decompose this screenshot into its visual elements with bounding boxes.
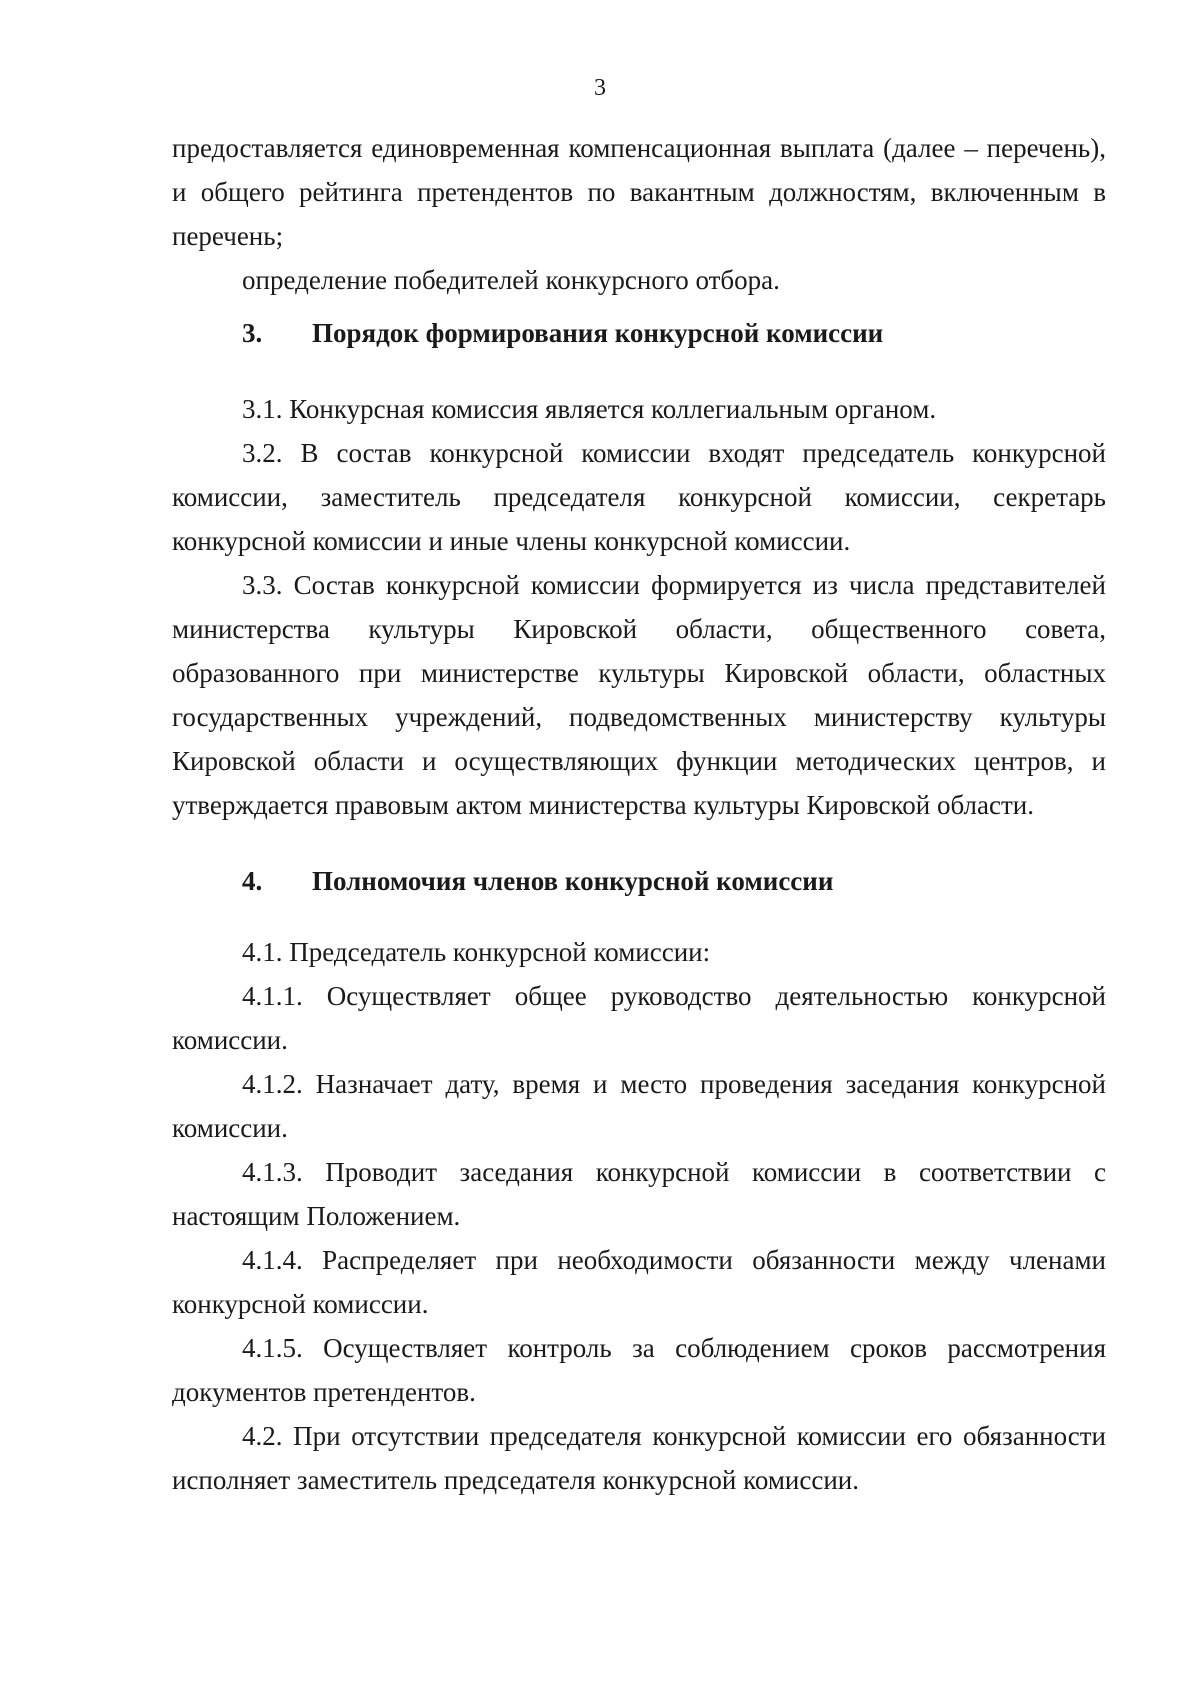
section-4-heading [172, 861, 1106, 901]
paragraph-3-3: 3.3. Состав конкурсной комиссии формируется из числа представителей министерства культуры Кировской области, общественного совета, образованного при министерстве культуры Кировской области, областных государственных учреждений, подведомственных министерству культуры Кировской области и осуществляющих функции методических центров, и утверждается правовым актом министерства культуры Кировской области. [172, 570, 1106, 820]
paragraph-4-1-2: 4.1.2. Назначает дату, время и место проведения заседания конкурсной комиссии. [172, 1069, 1106, 1143]
section-3-title: Порядок формирования конкурсной комиссии [312, 318, 884, 348]
section-3-heading [172, 313, 1106, 353]
paragraph-4-1-3: 4.1.3. Проводит заседания конкурсной комиссии в соответствии с настоящим Положением. [172, 1157, 1106, 1231]
section-4-body [172, 930, 1106, 1502]
section-3-body [172, 387, 1106, 827]
intro-paragraph-2: определение победителей конкурсного отбора. [242, 265, 780, 295]
page-number: 3 [594, 75, 606, 101]
paragraph-4-1-4: 4.1.4. Распределяет при необходимости обязанности между членами конкурсной комиссии. [172, 1245, 1106, 1319]
section-4-number: 4. [242, 866, 263, 896]
intro-block [172, 126, 1106, 302]
section-3-number: 3. [242, 318, 263, 348]
paragraph-3-2: 3.2. В состав конкурсной комиссии входят председатель конкурсной комиссии, заместитель председателя конкурсной комиссии, секретарь конкурсной комиссии и иные члены конкурсной комиссии. [172, 438, 1106, 556]
paragraph-4-1-1: 4.1.1. Осуществляет общее руководство деятельностью конкурсной комиссии. [172, 981, 1106, 1055]
paragraph-4-1: 4.1. Председатель конкурсной комиссии: [242, 937, 711, 967]
intro-paragraph-1: предоставляется единовременная компенсационная выплата (далее – перечень), и общего рейтинга претендентов по вакантным должностям, включенным в перечень; [172, 133, 1106, 251]
paragraph-4-1-5: 4.1.5. Осуществляет контроль за соблюдением сроков рассмотрения документов претендентов. [172, 1333, 1106, 1407]
section-4-title: Полномочия членов конкурсной комиссии [312, 866, 834, 896]
paragraph-3-1: 3.1. Конкурсная комиссия является коллегиальным органом. [242, 394, 937, 424]
paragraph-4-2: 4.2. При отсутствии председателя конкурсной комиссии его обязанности исполняет заместитель председателя конкурсной комиссии. [172, 1421, 1106, 1495]
